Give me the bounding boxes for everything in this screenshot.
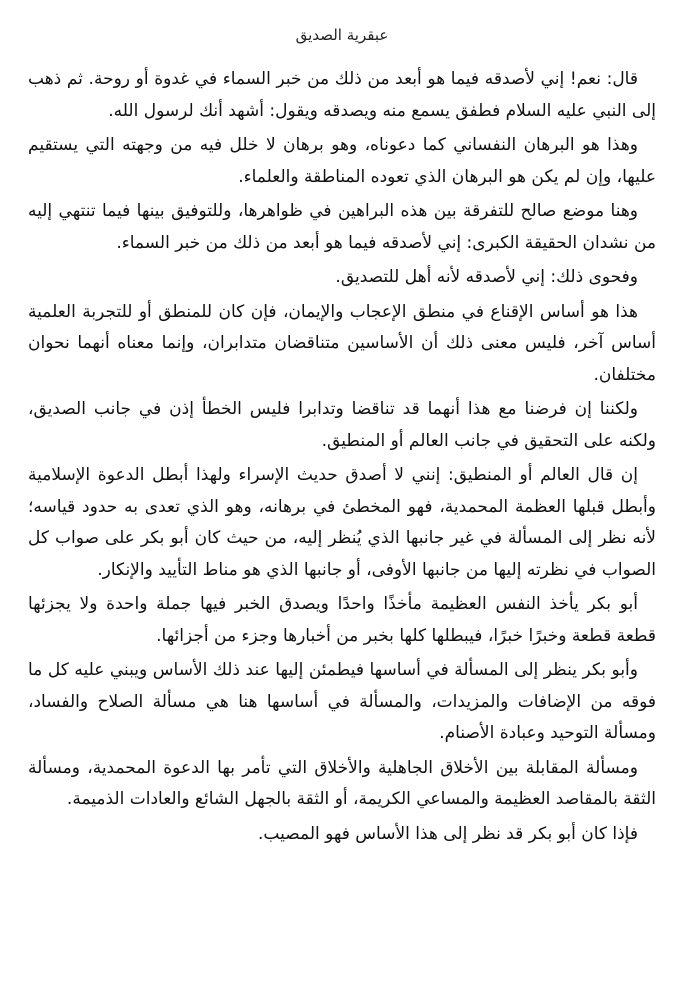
paragraph: وفحوى ذلك: إني لأصدقه لأنه أهل للتصديق. — [335, 267, 638, 287]
body-text — [28, 64, 656, 853]
paragraph: إن قال العالم أو المنطيق: إنني لا أصدق حديث الإسراء ولهذا أبطل الدعوة الإسلامية وأبطل قبلها العظمة المحمدية، فهو المخطئ في برهانه، وهو الذي تعدى به حدود قياسه؛ لأنه نظر إلى المسألة في غير جانبها الذي يُنظر إليه، من حيث كان أبو بكر على صواب كل الصواب في نظرته إليها من جانبها الأوفى، أو جانبها الذي هو مناط التأييد والإنكار. — [28, 465, 656, 580]
paragraph: هذا هو أساس الإقناع في منطق الإعجاب والإيمان، فإن كان للمنطق أو للتجربة العلمية أساس آخر، فليس معنى ذلك أن الأساسين متناقضان متدابران، وإنما معناه أنهما نحوان مختلفان. — [28, 301, 656, 385]
running-header-title: عبقرية الصديق — [295, 26, 389, 44]
paragraph: فإذا كان أبو بكر قد نظر إلى هذا الأساس فهو المصيب. — [258, 823, 638, 844]
paragraph: وهنا موضع صالح للتفرقة بين هذه البراهين في ظواهرها، وللتوفيق بينها فيما تنتهي إليه من نشدان الحقيقة الكبرى: إني لأصدقه فيما هو أبعد من ذلك من خبر السماء. — [28, 201, 656, 253]
paragraph: ومسألة المقابلة بين الأخلاق الجاهلية والأخلاق التي تأمر بها الدعوة المحمدية، ومسألة الثقة بالمقاصد العظيمة والمساعي الكريمة، أو الثقة بالجهل الشائع والعادات الذميمة. — [28, 757, 656, 809]
paragraph: أبو بكر يأخذ النفس العظيمة مأخذًا واحدًا ويصدق الخبر فيها جملة واحدة ولا يجزئها قطعة قطعة وخبرًا خبرًا، فيبطلها كلها بخبر من أخبارها وجزء من أجزائها. — [28, 594, 656, 646]
paragraph: ولكننا إن فرضنا مع هذا أنهما قد تناقضا وتدابرا فليس الخطأ إذن في جانب الصديق، ولكنه على التحقيق في جانب العالم أو المنطيق. — [28, 399, 656, 451]
paragraph: وأبو بكر ينظر إلى المسألة في أساسها فيطمئن إليها عند ذلك الأساس ويبني عليه كل ما فوقه من الإضافات والمزيدات، والمسألة في أساسها هنا هي مسألة الصلاح والفساد، ومسألة التوحيد وعبادة الأصنام. — [28, 660, 656, 743]
paragraph: قال: نعم! إني لأصدقه فيما هو أبعد من ذلك من خبر السماء في غدوة أو روحة. ثم ذهب إلى النبي عليه السلام فطفق يسمع منه ويصدقه ويقول: أشهد أنك لرسول الله. — [28, 69, 656, 121]
paragraph: وهذا هو البرهان النفساني كما دعوناه، وهو برهان لا خلل فيه من وجهته التي يستقيم عليها، وإن لم يكن هو البرهان الذي تعوده المناطقة والعلماء. — [28, 135, 656, 187]
